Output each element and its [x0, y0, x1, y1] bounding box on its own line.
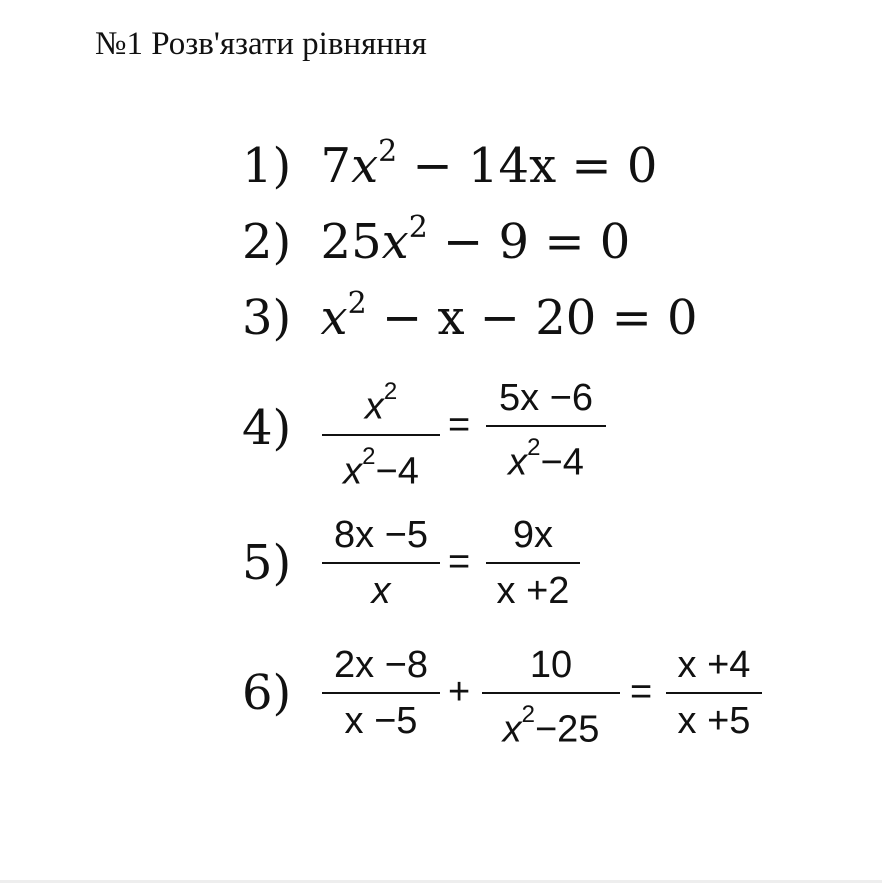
fraction-bar: [322, 692, 440, 694]
numerator: 9x: [512, 514, 554, 556]
equation-label: 1): [242, 138, 292, 194]
coefficient: 25: [320, 214, 382, 270]
numerator: 5x −6: [498, 377, 594, 419]
exponent: 2: [408, 210, 428, 245]
equation-label: 4): [242, 400, 292, 456]
fraction-2: [482, 642, 620, 753]
variable: x: [364, 385, 384, 428]
fraction-bar: [322, 434, 440, 436]
denominator: x: [371, 570, 391, 612]
page-title: №1 Розв'язати рівняння: [95, 26, 427, 62]
denominator: [322, 440, 440, 495]
equation-2: [242, 210, 631, 270]
equation-label: 5): [242, 535, 292, 591]
fraction-bar: [666, 692, 762, 694]
fraction-bar: [486, 425, 606, 427]
variable: x: [343, 450, 363, 493]
equation-rest: − 9 = 0: [427, 214, 631, 270]
variable: x: [381, 214, 409, 270]
numerator: [322, 375, 440, 430]
denominator-rest: −4: [540, 441, 584, 484]
fraction-bar: [482, 692, 620, 694]
variable: x: [320, 290, 348, 346]
plus-sign: +: [448, 671, 471, 713]
fraction-bar: [486, 562, 580, 564]
denominator: [482, 698, 620, 753]
denominator-rest: −4: [375, 450, 419, 493]
equals-sign: =: [448, 541, 471, 583]
fraction-right: [486, 512, 580, 614]
denominator: [486, 431, 606, 486]
denominator: x −5: [344, 700, 418, 742]
equation-label: 6): [242, 665, 292, 721]
fraction-bar: [322, 562, 440, 564]
exponent: 2: [362, 442, 376, 470]
numerator: x +4: [677, 644, 751, 686]
exponent: 2: [383, 378, 398, 405]
denominator: x +2: [496, 570, 570, 612]
variable: x: [351, 138, 379, 194]
numerator: 10: [529, 644, 573, 686]
fraction-right: [486, 375, 606, 486]
equation-label: 2): [242, 214, 292, 270]
exponent: 2: [521, 701, 535, 728]
variable: x: [508, 441, 528, 484]
equals-sign: =: [630, 671, 653, 713]
numerator: 8x −5: [333, 514, 429, 556]
equation-rest: − 14x = 0: [397, 138, 658, 194]
equation-3: [242, 286, 698, 346]
exponent: 2: [527, 434, 541, 461]
fraction-left: [322, 375, 440, 494]
equation-rest: − x − 20 = 0: [366, 290, 698, 346]
fraction-1: [322, 642, 440, 744]
variable: x: [502, 708, 522, 751]
exponent: 2: [378, 134, 398, 169]
equation-1: [242, 134, 658, 194]
fraction-3: [666, 642, 762, 744]
equals-sign: =: [448, 404, 471, 446]
numerator: 2x −8: [333, 644, 429, 686]
equation-label: 3): [242, 290, 292, 346]
exponent: 2: [347, 286, 367, 321]
fraction-left: [322, 512, 440, 614]
denominator-rest: −25: [534, 708, 600, 751]
denominator: x +5: [677, 700, 751, 742]
coefficient: 7: [320, 138, 352, 194]
